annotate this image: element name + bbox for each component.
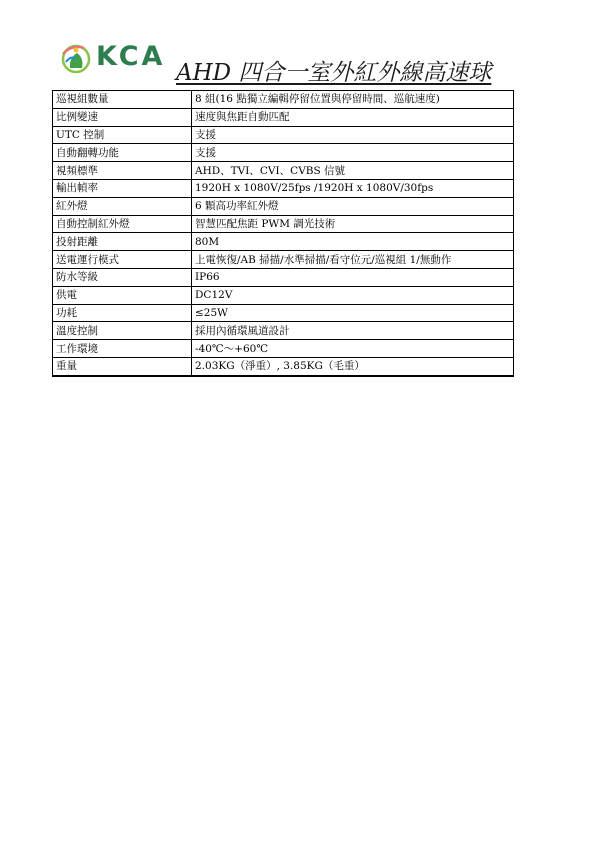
table-row xyxy=(53,233,514,251)
spec-value: IP66 xyxy=(192,268,514,286)
spec-value: -40℃～+60℃ xyxy=(192,340,514,358)
spec-value: 速度與焦距自動匹配 xyxy=(192,108,514,126)
spec-value: 2.03KG（淨重）, 3.85KG（毛重） xyxy=(192,357,514,375)
spec-value: 上電恢復/AB 掃描/水準掃描/看守位元/巡視組 1/無動作 xyxy=(192,251,514,269)
spec-label: 巡視組數量 xyxy=(53,91,192,109)
spec-value: 採用內循環風道設計 xyxy=(192,322,514,340)
spec-label: 比例變速 xyxy=(53,108,192,126)
table-row xyxy=(53,91,514,109)
spec-label: 溫度控制 xyxy=(53,322,192,340)
logo-text: KCA xyxy=(96,41,166,72)
spec-value: 智慧匹配焦距 PWM 調光技術 xyxy=(192,215,514,233)
spec-label: 輸出幀率 xyxy=(53,179,192,197)
kca-logo xyxy=(56,38,178,78)
spec-label: 自動翻轉功能 xyxy=(53,144,192,162)
table-row xyxy=(53,179,514,197)
spec-value: 1920H x 1080V/25fps /1920H x 1080V/30fps xyxy=(192,179,514,197)
table-row xyxy=(53,357,514,375)
table-row xyxy=(53,286,514,304)
table-row xyxy=(53,304,514,322)
spec-table xyxy=(52,90,514,377)
page-header xyxy=(56,38,556,90)
spec-value: 6 顆高功率紅外燈 xyxy=(192,197,514,215)
spec-label: 供電 xyxy=(53,286,192,304)
spec-label: 防水等級 xyxy=(53,268,192,286)
spec-label: 工作環境 xyxy=(53,340,192,358)
page-title: AHD 四合一室外紅外線高速球 xyxy=(176,60,492,86)
kca-leaf-globe-icon xyxy=(58,40,94,76)
spec-label: UTC 控制 xyxy=(53,126,192,144)
table-row xyxy=(53,162,514,180)
spec-label: 投射距離 xyxy=(53,233,192,251)
table-row xyxy=(53,215,514,233)
table-row xyxy=(53,144,514,162)
table-row xyxy=(53,197,514,215)
spec-label: 自動控制紅外燈 xyxy=(53,215,192,233)
spec-label: 視頻標準 xyxy=(53,162,192,180)
table-row xyxy=(53,108,514,126)
table-row xyxy=(53,251,514,269)
table-row xyxy=(53,268,514,286)
spec-value: ≤25W xyxy=(192,304,514,322)
table-row xyxy=(53,340,514,358)
table-row xyxy=(53,126,514,144)
spec-label: 紅外燈 xyxy=(53,197,192,215)
spec-value: 80M xyxy=(192,233,514,251)
spec-value: 支援 xyxy=(192,126,514,144)
spec-label: 功耗 xyxy=(53,304,192,322)
spec-label: 重量 xyxy=(53,357,192,375)
spec-value: DC12V xyxy=(192,286,514,304)
table-row xyxy=(53,322,514,340)
spec-label: 送電運行模式 xyxy=(53,251,192,269)
spec-value: 支援 xyxy=(192,144,514,162)
spec-value: 8 組(16 點獨立編輯停留位置與停留時間、巡航速度) xyxy=(192,91,514,109)
spec-value: AHD、TVI、CVI、CVBS 信號 xyxy=(192,162,514,180)
